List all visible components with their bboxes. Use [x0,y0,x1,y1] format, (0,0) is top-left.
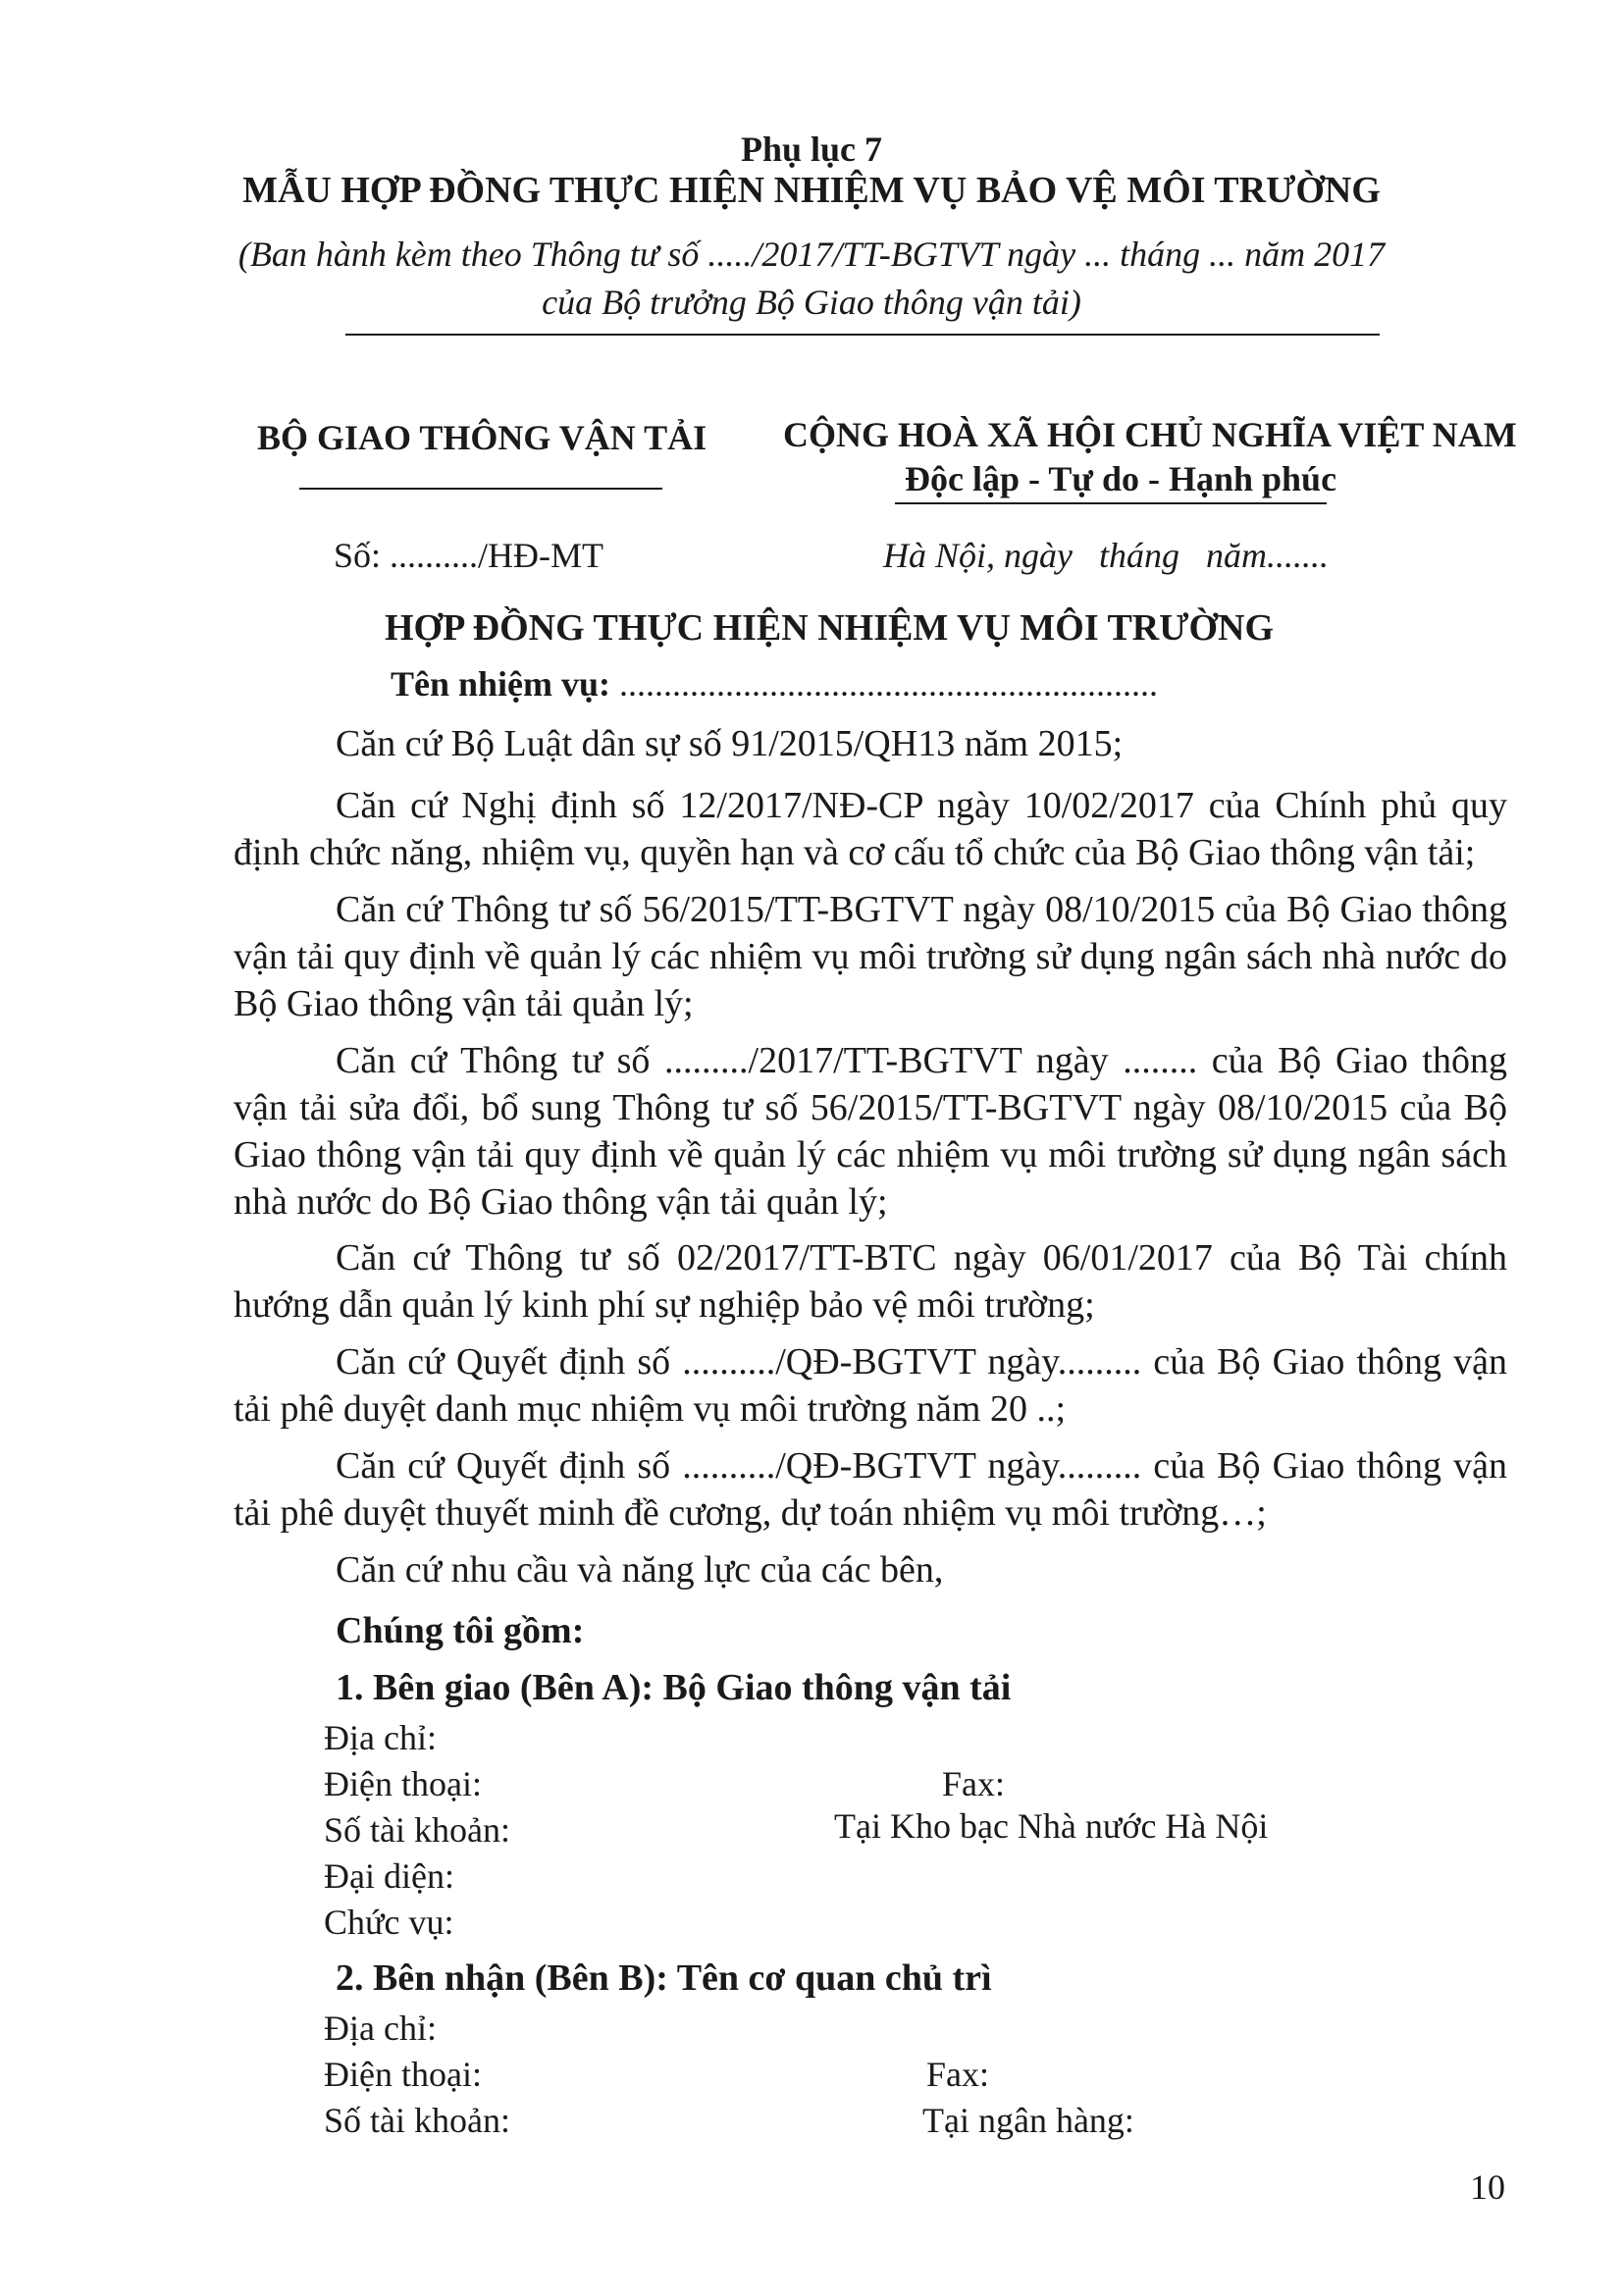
party-b-account: Số tài khoản: [324,2101,510,2140]
appendix-label: Phụ lục 7 [740,130,883,169]
ministry-name: BỘ GIAO THÔNG VẬN TẢI [257,418,707,457]
party-b-fax: Fax: [926,2055,990,2094]
appendix-note-line2: của Bộ trưởng Bộ Giao thông vận tải) [542,283,1081,322]
task-name-value: ............................................................. [619,664,1159,704]
party-a-account: Số tài khoản: [324,1810,510,1850]
appendix-underline [345,334,1380,336]
party-a-phone: Điện thoại: [324,1764,482,1803]
basis-6: Căn cứ Quyết định số ........../QĐ-BGTVT ngày......... của Bộ Giao thông vận tải phê duyệt danh mục nhiệm vụ môi trường năm 20 ..; [234,1341,1507,1430]
basis-1: Căn cứ Bộ Luật dân sự số 91/2015/QH13 năm 2015; [336,723,1124,764]
national-motto: Độc lập - Tự do - Hạnh phúc [905,459,1337,498]
appendix-note-line1: (Ban hành kèm theo Thông tư số ...../2017/TT-BGTVT ngày ... tháng ... năm 2017 [237,235,1386,274]
task-name-line [391,663,1158,704]
basis-3: Căn cứ Thông tư số 56/2015/TT-BGTVT ngày 08/10/2015 của Bộ Giao thông vận tải quy định về quản lý các nhiệm vụ môi trường sử dụng ngân sách nhà nước do Bộ Giao thông vận tải quản lý; [234,889,1507,1024]
parties-intro: Chúng tôi gồm: [336,1610,585,1651]
ministry-underline [299,488,662,490]
party-a-address: Địa chỉ: [324,1718,437,1757]
task-name-label: Tên nhiệm vụ: [391,664,620,704]
party-b-address: Địa chỉ: [324,2009,437,2048]
party-a-representative: Đại diện: [324,1856,454,1896]
appendix-title: MẪU HỢP ĐỒNG THỰC HIỆN NHIỆM VỤ BẢO VỆ MÔI TRƯỜNG [242,170,1381,211]
party-a-fax: Fax: [942,1764,1006,1803]
republic-name: CỘNG HOÀ XÃ HỘI CHỦ NGHĨA VIỆT NAM [783,415,1517,454]
basis-2: Căn cứ Nghị định số 12/2017/NĐ-CP ngày 10/02/2017 của Chính phủ quy định chức năng, nhiệm vụ, quyền hạn và cơ cấu tổ chức của Bộ Giao thông vận tải; [234,785,1507,873]
party-b-bank: Tại ngân hàng: [922,2101,1134,2140]
party-a-position: Chức vụ: [324,1903,454,1942]
party-b-phone: Điện thoại: [324,2055,482,2094]
basis-7: Căn cứ Quyết định số ........../QĐ-BGTVT ngày......... của Bộ Giao thông vận tải phê duyệt thuyết minh đề cương, dự toán nhiệm vụ môi trường…; [234,1445,1507,1534]
party-b-heading: 2. Bên nhận (Bên B): Tên cơ quan chủ trì [336,1957,992,1999]
place-date: Hà Nội, ngày tháng năm....... [883,536,1329,575]
contract-number: Số: ........../HĐ-MT [334,536,604,575]
basis-5: Căn cứ Thông tư số 02/2017/TT-BTC ngày 06/01/2017 của Bộ Tài chính hướng dẫn quản lý kinh phí sự nghiệp bảo vệ môi trường; [234,1237,1507,1326]
basis-4: Căn cứ Thông tư số ........./2017/TT-BGTVT ngày ........ của Bộ Giao thông vận tải sửa đổi, bổ sung Thông tư số 56/2015/TT-BGTVT ngày 08/10/2015 của Bộ Giao thông vận tải quy định về quản lý các nhiệm vụ môi trường sử dụng ngân sách nhà nước do Bộ Giao thông vận tải quản lý; [234,1040,1507,1223]
motto-underline [895,502,1327,504]
party-a-heading: 1. Bên giao (Bên A): Bộ Giao thông vận tải [336,1667,1012,1708]
page-number: 10 [1470,2167,1505,2207]
basis-8: Căn cứ nhu cầu và năng lực của các bên, [336,1549,944,1591]
party-a-bank: Tại Kho bạc Nhà nước Hà Nội [834,1806,1269,1846]
contract-title: HỢP ĐỒNG THỰC HIỆN NHIỆM VỤ MÔI TRƯỜNG [384,607,1275,649]
